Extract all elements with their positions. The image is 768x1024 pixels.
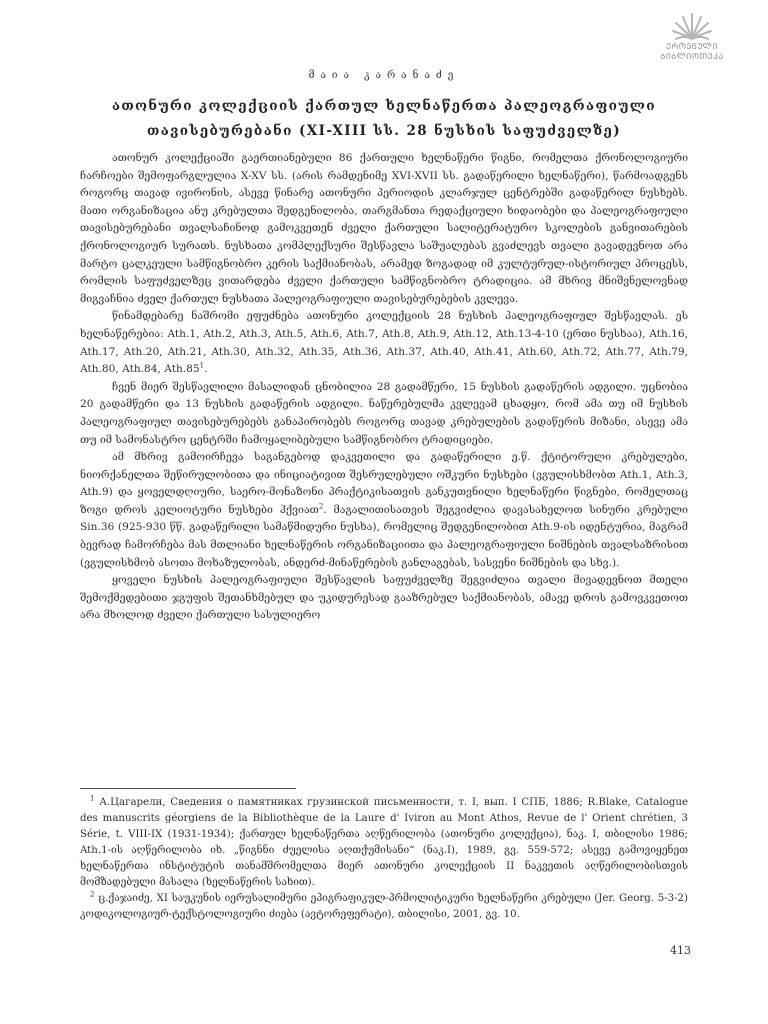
paragraph-text: წინამდებარე ნაშრომი ეფუძნება ათონური კოლექციის 28 ნუსხის პალეოგრაფიულ შესწავლას. ეს ხელნაწერებია: Ath.1, Ath.2, Ath.3, Ath.5, Ath.6, Ath.7, Ath.8, Ath.9, Ath.12, Ath.13-4-10 (ერთი ნუსხაა), Ath.16, Ath.17, Ath.20, Ath.21, Ath.30, Ath.32, Ath.35, Ath.36, Ath.37, Ath.40, Ath.41, Ath.60, Ath.72, Ath.77, Ath.79, Ath.80, Ath.84, Ath.85 — [80, 310, 688, 376]
logo-text-line-2: ᲑᲘᲑᲚᲘᲝᲗᲔᲙᲐ — [660, 52, 724, 61]
footnote-ref: 2 — [318, 502, 324, 511]
paragraph-text: ამ მხრივ გამოირჩევა საგანგებოდ დაკვეთილი და გადაწერილი ე.წ. ქტიტორული კრებულები, ნიორქანელთა შეწირულობითა და ინიციატივით შესრულებული ოშკური ნუსხები (ვგულისხმობთ Ath.1, Ath.3, Ath.9) და ყოველდღიური, საერო-მონაზონი პრაქტიკისათვის განკუთვნილი ხელნაწერი წიგნები, რომელთაც ზოგი დროს კელიოტური ნუსხები ჰქვიათ — [80, 451, 688, 516]
footnote-text: А.Цагарели, Сведения о памятниках грузинской письменности, т. I, вып. I СПБ, 1886; R.Blake, Catalogue des manuscrits géorgiens de la Bibliothèque de la Laure d' Iviron au Mont Athos, Revue de l' Orient chrétien, 3 Série, t. VIII-IX (1931-1934); ქართულ ხელნაწერთა აღწერილობა (ათონური კოლექცია), ნაკ. I, თბილისი 1986; Ath.1-ის აღწერილობა იხ. „წიგნნი ძუელისა აღთქუმისანი“ (ნაკ.I), 1989, გვ. 559-572; ასევე გამოვიყენეთ ხელნაწერთა ინსტიტუტის თანამშრომელთა მიერ ათონური კოლექციის II ნაკვეთის აღწერილობისთვის მომზადებული მასალა (ხელნაწერის სახით). — [80, 797, 688, 888]
article-author: მაია კარანაძე — [308, 70, 460, 81]
footnote — [80, 891, 688, 923]
body-paragraph: ამ მხრივ გამოირჩევა საგანგებოდ დაკვეთილი და გადაწერილი ე.წ. ქტიტორული კრებულები, ნიორქანელთა შეწირულობითა და ინიციატივით შესრულებული ოშკური ნუსხები (ვგულისხმობთ Ath.1, Ath.3, Ath.9) და ყოველდღიური, საერო-მონაზონი პრაქტიკისათვის განკუთვნილი ხელნაწერი წიგნები, რომელთაც ზოგი დროს კელიოტური ნუსხები ჰქვიათ$^2$. მაგალითისათვის შეგვიძლია დავასახელოთ სინური კრებული Sin.36 (925-930 წწ. გადაწერილი სამაწმიდური ნუსხა), რომელიც შედგენილობით Ath.9-ის იდენტურია, მაგრამ ბევრად ჩამორჩება მას მთლიანი ხელნაწერის ორგანიზაციითა და პალეოგრაფიული ნიშნების თვალსაზრისით (ვგულისხმობ ასოთა მოხაზულობას, ანდერძ-მინაწერების განლაგებას, სასვენი ნიშნების და სხვ.). — [80, 451, 688, 569]
body-paragraph — [80, 150, 688, 308]
footnote — [80, 795, 688, 891]
footnotes — [80, 795, 688, 923]
footnote-number: 1 — [90, 794, 95, 803]
body-paragraph — [80, 572, 688, 625]
logo-text-line-1: ᲔᲠᲝᲕᲜᲣᲚᲘ — [666, 42, 718, 51]
body-paragraph: წინამდებარე ნაშრომი ეფუძნება ათონური კოლექციის 28 ნუსხის პალეოგრაფიულ შესწავლას. ეს ხელნაწერებია: Ath.1, Ath.2, Ath.3, Ath.5, Ath.6, Ath.7, Ath.8, Ath.9, Ath.12, Ath.13-4-10 (ერთი ნუსხაა), Ath.16, Ath.17, Ath.20, Ath.21, Ath.30, Ath.32, Ath.35, Ath.36, Ath.37, Ath.40, Ath.41, Ath.60, Ath.72, Ath.77, Ath.79, Ath.80, Ath.84, $Ath.85^1$. — [80, 310, 688, 376]
article-body — [80, 150, 688, 625]
library-logo — [644, 8, 740, 62]
footnote-text: ც.ქაჯაიძე, XI საუკუნის იერუსალიმური ეპიგრაფიკულ-პრმოლიტიკური ხელნაწერი კრებული (Jer. Georg. 5-3-2) კოდიკოლოგიურ-ტექსტოლოგიური ძიება (ავტორეფერატი), თბილისი, 2001, გვ. 10. — [80, 893, 688, 920]
paragraph-text: ჩვენ მიერ შესწავლილი მასალიდან ცნობილია 28 გადამწერი, 15 ნუსხის გადაწერის ადგილი. უცნობია 20 გადამწერი და 13 ნუსხის გადაწერის ადგილი. ნაწერებულმა კვლევამ ცხადყო, რომ ამა თუ იმ ნუსხის პალეოგრაფიულ თავისებურებებს განაპირობებს როგორც თავად კრებულების გადაწერის მიზანი, ასევე ამა თუ იმ სამონასტრო ცენტრში ჩამოყალიბებული სამწიგნობრო ტრადიციები. — [80, 380, 688, 446]
body-paragraph — [80, 379, 688, 449]
paragraph-text: ათონურ კოლექციაში გაერთიანებული 86 ქართული ხელნაწერი წიგნი, რომელთა ქრონოლოგიური ჩარჩოები შემოფარგლულია X-XV სს. (არის რამდენიმე XVI-XVII სს. გადაწერილი ხელნაწერი), წარმოადგენს როგორც თავად ივირონის, ასევე წინარე ათონური პერიოდის კლარჯულ ცენტრებში გადაწერილ ნუსხებს. მათი ორგანიზაცია ანუ კრებულთა შედგენილობა, თარგმანთა რედაქციული ხიდაობები და პალეოგრაფიული თავისებურებანი თვალსაჩინოდ გამოკვეთენ ძველი ქართული სალიტერატურო სკოლების განვითარების ქრონოლოგიურ სურათს. ნუსხათა კომპლექსური შესწავლა საშუალებას გვაძლევს თვალი გავადევნოთ არა მარტო ცალკეული სამწიგნობრო კერის საქმიანობას, არამედ ზოგადად იმ კულტურულ-ისტორიულ პროცესს, რომლის საფუძველზეც ვითარდება ძველი ქართული სამწიგნობრო ტრადიცია. ამ მხრივ მნიშვნელოვნად მიგვაჩნია ძველ ქართულ ნუსხათა პალეოგრაფიული თავისებურებების კვლევა. — [80, 152, 688, 305]
paragraph-text: მაგალითისათვის შეგვიძლია დავასახელოთ სინური კრებული Sin.36 (925-930 წწ. გადაწერილი სამაწმიდური ნუსხა), რომელიც შედგენილობით Ath.9-ის იდენტურია, მაგრამ ბევრად ჩამორჩება მას მთლიანი ხელნაწერის ორგანიზაციითა და პალეოგრაფიული ნიშნების თვალსაზრისით (ვგულისხმობ ასოთა მოხაზულობას, ანდერძ-მინაწერების განლაგებას, სასვენი ნიშნების და სხვ.). — [80, 503, 688, 569]
open-book-fan-icon — [670, 8, 714, 42]
page-number: 413 — [670, 944, 691, 957]
article-title: ათონური კოლექციის ქართულ ხელნაწერთა პალეოგრაფიული თავისებურებანი (XI-XIII სს. 28 ნუსხის საფუძველზე) — [111, 98, 656, 139]
footnote-divider — [80, 788, 296, 789]
footnote-ref: 1 — [199, 361, 205, 370]
paragraph-text: ყოველი ნუსხის პალეოგრაფიული შესწავლის საფუძველზე შეგვიძლია თვალი მივადევნოთ მთელი შემოქმედებითი ჯგუფის შეთანხმებულ და უკიდურესად გააზრებულ საქმიანობას, ამავე დროს გამოვკვეთოთ არა მხოლოდ ძველი ქართული სასულიერო — [80, 574, 688, 622]
footnote-number: 2 — [90, 890, 95, 899]
